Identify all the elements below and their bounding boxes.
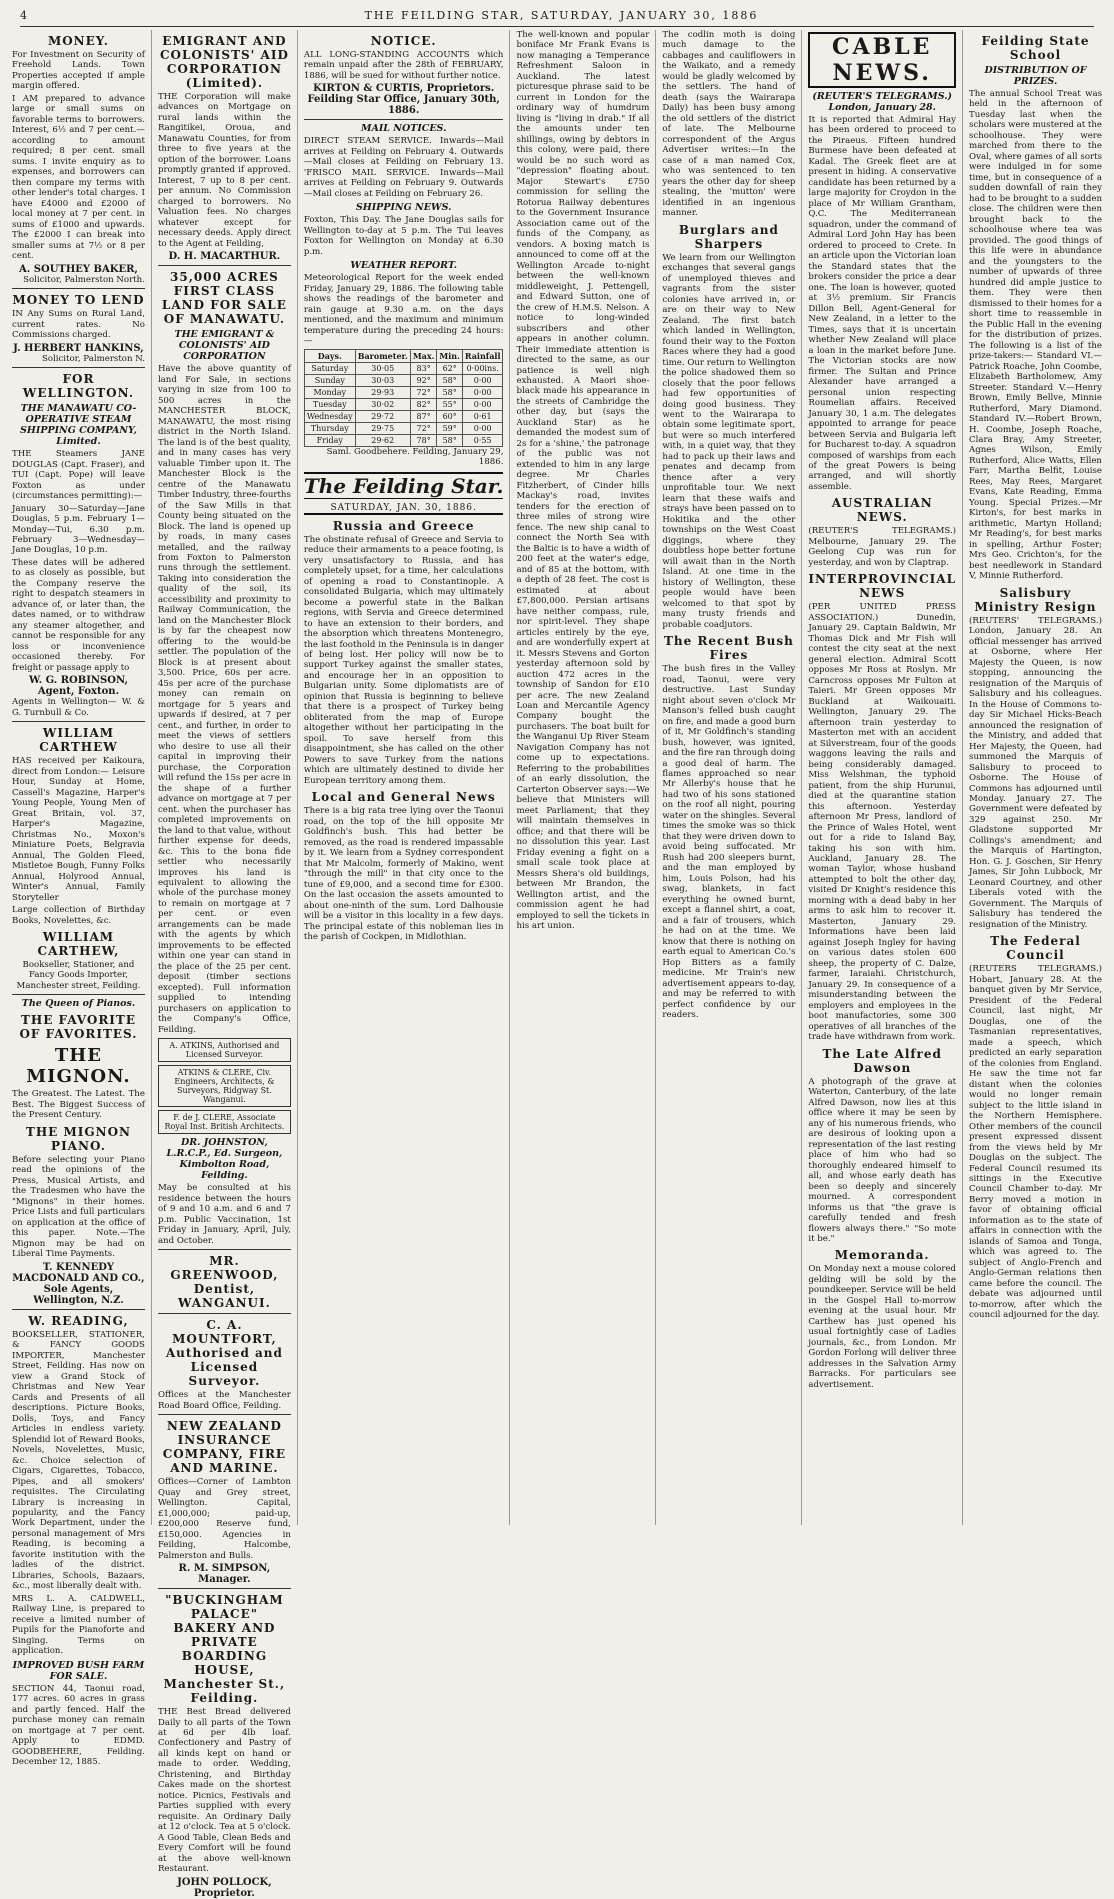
weather-cell: 29·72 (355, 410, 410, 422)
columns (6, 30, 1108, 1899)
signature: Saml. Goodbehere. Feilding, January 29, 1886. (326, 446, 504, 468)
paragraph: The obstinate refusal of Greece and Servia to reduce their armaments to a peace footing, is very unsatisfactory to Russia, and has completely upset, for a time, her calculations of opening a road to Constantinople. A consolidated Bulgaria, which may ultimately become a powerful state in the Balkan regions, with Servia and Greece determined to have an extension to their borders, and the absorption which threatens Montenegro, the last foothold in the Peninsula is in danger of being lost. Her policy will now be to support Turkey against the smaller states, and encourage her in an opposition to Bulgarian unity. Some diplomatists are of opinion that Russia is beginning to believe that there is a prospect of Turkey being obliterated from the map of Europe altogether without her participating in the spoil. To save herself from this disappointment, she has called on the other Powers to save Turkey from the nations which are ultimately destined to divide her European territory among them. (303, 534, 504, 786)
business-card: F. de J. CLERE, Associate Royal Inst. British Architects. (158, 1110, 291, 1134)
weather-cell: Thursday (304, 422, 355, 434)
paragraph: We learn from our Wellington exchanges that several gangs of unemployed thieves and vagrants from the sister colonies have arrived in, or are on their way to New Zealand. The first batch which landed in Wellington, found their way to the Foxton Races where they had a good time. Our return to Wellington the police shadowed them so closely that the poor fellows had few opportunities of doing good business. They went to the Wairarapa to obtain some legitimate sport, but were so much interfered with, in a quiet way, that they had to pack up their laws and penates and decamp from thence after a very unprofitable tour. We next learn that these waifs and strays have been passed on to Hokitika and the other townships on the West Coast diggings, where they doubtless hope better fortune will await than in the North Island. At one time in the history of Wellington, these people would have been welcomed to that spot by many trusty friends and probable coadjutors. (662, 252, 796, 630)
weather-cell: 78° (410, 434, 437, 446)
weather-header-cell: Days. (304, 349, 355, 362)
paragraph: Offices at the Manchester Road Board Office, Feilding. (157, 1390, 291, 1411)
signature: A. SOUTHEY BAKER, (19, 263, 138, 275)
paragraph: (REUTERS TELEGRAMS.) Hobart, January 28. At the banquet given by Mr Service, President of the Federal Council, last night, Mr Douglas, one of the Tasmanian representatives, made a speech, which predicted an early separation of the colonies from England. He saw the time not far distant when the colonies would no longer remain subject to the little island in the Northern Hemisphere. Other members of the council present expressed dissent from the views held by Mr Douglas on the subject. The Federal Council resumed its sittings in the Executive Council Chamber to-day. Mr Berry moved a motion in favor of obtaining official information as to the state of affairs in connection with the islands of Samoa and Tonga, which was agreed to. The subject of Anglo-French and Anglo-German relations then came before the council. The debate was adjourned until to-morrow, after which the council adjourned for the day. (969, 964, 1102, 1321)
weather-cell: Monday (304, 386, 355, 398)
subheading: IMPROVED BUSH FARM FOR SALE. (12, 1659, 145, 1682)
paragraph: The annual School Treat was held in the afternoon of Tuesday last when the scholars were mustered at the schoolhouse. They were marched from there to the Oval, where games of all sorts were indulged in for some time, but in consequence of a sudden downfall of rain they had to be brought to a sudden close. The children were then brought back to the schoolhouse where tea was provided. The good things of this life were in abundance and the youngsters to the number of upwards of three hundred did ample justice to them. They were then dismissed to their homes for a short time to reassemble in the Public Hall in the evening for the distribution of prizes. The following is a list of the prize-takers:— Standard VI.—Patrick Roache, John Coombe, Elizabeth Bartholomew, Amy Streeter. Standard V.—Henry Brown, Emily Bellve, Minnie Rutherford, Mary Diamond. Standard IV.—Robert Brown, H. Coombe, Joseph Roache, Clara Bray, Amy Streeter, Agnes Wilson, Emily Rutherford, Alice Watts, Ellen Farr, Martha Belfit, Louise Rees, May Rees, Margaret Evans, Kate Reading, Emma Young. Special Prizes.—Mr Kirton's, for best marks in arithmetic, Martyn Holland; Mr Reading's, for best marks in spelling, Arthur Foster; Mrs Geo. Crichton's, for the best needlework in Standard V, Minnie Rutherford. (969, 89, 1102, 582)
weather-cell: 0·00 (462, 398, 503, 410)
paragraph: Have the above quantity of land For Sale, in sections varying in size from 100 to 500 acres in the MANCHESTER BLOCK, MANAWATU, the most rising district in the North Island. The land is of the best quality, and in many cases has very valuable Timber upon it. The Manchester Block is the centre of the Manawatu Timber Industry, three-fourths of the Saw Mills in that County being situated on the Block. The land is opened up by roads, in many cases metalled, and the railway from Foxton to Palmerston runs through the settlement. Taking into consideration the quality of the soil, its accessibility and proximity to Railway Communication, the land on the Manchester Block is by far the cheapest now offering to the would-be settler. The population of the Block is at present about 3,500. Price, 60s per acre. 45s per acre of the purchase money can remain on mortgage for 5 years and upwards if desired, at 7 per cent., and further, in order to meet the views of settlers who desire to use all their capital in improving their purchase, the Corporation will refund the 15s per acre in the shape of a further advance on mortgage at 7 per cent. when the purchaser has completed improvements on the land to that value, without further expense for deeds, &c. This to the bona fide settler who necessarily improves his land is equivalent to allowing the whole of the purchase money to remain on mortgage at 7 per cent. or even arrangements can be made with the agents by which improvements to be effected within one year can stand in the place of the 25 per cent. deposit (timber sections excepted). Full information supplied to intending purchasers on application to the Company's Office, Feilding. (157, 364, 291, 1035)
weather-cell: 0·61 (462, 410, 503, 422)
date-bar: SATURDAY, JAN. 30, 1886. (304, 503, 504, 515)
weather-cell: 0·00 (462, 422, 503, 434)
signature-sub: Solicitor, Palmerston North. (23, 274, 145, 285)
heading: C. A. MOUNTFORT, Authorised and Licensed Surveyor. (165, 1318, 283, 1389)
weather-cell: Wednesday (304, 410, 355, 422)
weather-cell: 59° (437, 422, 463, 434)
paragraph: Large collection of Birthday Books, Novelettes, &c. (12, 905, 145, 926)
paragraph: On Monday next a mouse colored gelding will be sold by the poundkeeper. Service will be held in the Gospel Hall to-morrow evening at the usual hour. Mr Carthew has just opened his usual fortnightly case of Ladies journals, &c., from London. Mr Gordon Forlong will deliver three addresses in the Salvation Army Barracks. For particulars see advertisement. (808, 1264, 957, 1390)
paragraph: A photograph of the grave at Waterton, Canterbury, of the late Alfred Dawson, now lies at this office where it may be seen by any of his numerous friends, who are desirous of looking upon a representation of the last resting place of him who had so thoroughly endeared himself to all, and whose early death has been so deeply and sincerely mourned. A correspondent informs us that "the grave is carefully tended and fresh flowers always there." "So mote it be." (808, 1076, 957, 1244)
weather-row (304, 434, 503, 446)
weather-header-cell: Max. (410, 349, 437, 362)
heading: THE MIGNON PIANO. (25, 1124, 132, 1153)
signature: R. M. SIMPSON, Manager. (178, 1563, 271, 1586)
heading: MONEY. (47, 34, 109, 48)
weather-cell: 29·93 (355, 386, 410, 398)
subheading: WEATHER REPORT. (350, 260, 458, 272)
masthead: The Feilding Star. (303, 473, 504, 498)
paragraph: The well-known and popular boniface Mr Frank Evans is now managing a Temperance Refreshment Saloon in Auckland. The latest picturesque phrase said to be current in London for the ordinary way of humdrum living is "living in drab." If all the amounts under ten shillings, owing by debtors in this colony, were paid, there would be no such word as "depression" floating about. Major Stewart's £750 commission for selling the Rotorua Railway debentures to the Government Insurance Association came out of the funds of the Company, as vendors. A boxing match is announced to come off at the Wellington Arcade to-night between the well-known middleweight, J. Pettengell, and Edward Sutton, one of the crew of H.M.S. Nelson. A notice to long-winded subscribers and other appears in another column. Their immediate attention is directed to the same, as our patience is well nigh exhausted. A Maori shoe-black made his appearance in the streets of Cambridge the other day, but (says the Auckland Star) as he demanded the modest sum of 2s for a 'shine,' the patronage of the public was not extended to him in any large degree. Mr Charles Fitzherbert, of Cinder hills Mackay's road, invites tenders for the erection of three miles of strong wire fence. The new ship canal to connect the North Sea with the Baltic is to have a width of 200 feet at the water's edge, and of 85 at the bottom, with a depth of 28 feet. The cost is estimated at about £7,800,000. Persian artisans have neither compass, rule, nor spirit-level. They shape articles entirely by the eye, and are wonderfully expert at it. Messrs Stevens and Gorton yesterday afternoon sold by auction 472 acres in the township of Sandon for £10 per acre. The new Zealand Loan and Mercantile Agency Company bought the purchasers. The boat built for the Wanganui Up River Steam Navigation Company has not come up to expectations. Referring to the probabilities of an early dissolution, the Carterton Observer says:—We believe that Ministers will meet Parliament; that they will maintain themselves in office; and that there will be no dissolution this year. Last Friday evening a fight on a small scale took place at Messrs Shera's old buildings, between Mr Brandon, the Wellington artist, and the commission agent he had employed to sell the tickets in his art union. (516, 30, 650, 932)
weather-cell: Tuesday (304, 398, 355, 410)
weather-cell: Sunday (304, 374, 355, 386)
signature: KIRTON & CURTIS, Proprietors. Feilding Star Office, January 30th, 1886. (307, 83, 500, 117)
subheading: THE MANAWATU CO-OPERATIVE STEAM SHIPPING COMPANY, Limited. (20, 403, 137, 448)
weather-row (304, 362, 503, 374)
subheading: (REUTER'S TELEGRAMS.) London, January 28. (812, 91, 953, 113)
paragraph: THE Steamers JANE DOUGLAS (Capt. Fraser), and TUI (Capt. Pope) will leave Foxton as under (circumstances permitting):— (12, 449, 145, 502)
paragraph: There is a big rata tree lying over the Taonui road, on the top of the hill opposite Mr Goldfinch's bush. This had better be removed, as the road is rendered impassable by it. We learn from a Sydney correspondent that Mr Malcolm, formerly of Makino, went "through the mill" in that city once to the tune of £9,000, and a second time for £300. On the last occasion the assets amounted to about one-ninth of the sum. Lord Dalhousie will be a visitor in this locality in a few days. The principal estate of this nobleman lies in the parish of Cockpen, in Midlothian. (303, 806, 504, 943)
paragraph: Meteorological Report for the week ended Friday, January 29, 1886. The following table shows the readings of the barometer and rain gauge at 9.30 a.m. on the days mentioned, and the maximum and minimum temperature during the preceding 24 hours:— (303, 273, 504, 347)
paragraph: It is reported that Admiral Hay has been ordered to proceed to the Piraeus. Fifteen hundred Burmese have been defeated at Kadal. The Greek fleet are at present in hiding. A conservative candidate has been returned by a large majority for Croydon in the place of Mr William Grantham, Q.C. The Mediterranean squadron, under the command of Admiral Lord John Hay has been ordered to proceed to Crete. In an article upon the Victorian loan the Standard states that the brokers consider the price a dear one. The loan is however, quoted at 3½ premium. Sir Francis Dillon Bell, Agent-General for New Zealand, in a letter to the Times, says that it is uncertain whether New Zealand will place a loan in the market before June. The Victorian stocks are now firmer. The Sultan and Prince Alexander have arranged a personal union respecting Roumelian affairs. Received January 30, 1 a.m. The delegates appointed to arrange for peace between Servia and Bulgaria left for Bucharest to-day. A squadron composed of warships from each of the great Powers is being arranged, and will shortly assemble. (808, 115, 957, 492)
heading: NOTICE. (370, 34, 437, 48)
heading: The Recent Bush Fires (663, 634, 794, 663)
signature-sub: Solicitor, Palmerston N. (41, 353, 145, 364)
weather-row (304, 386, 503, 398)
column-6 (802, 30, 963, 1525)
paragraph: (REUTERS' TELEGRAMS.) London, January 28. An official messenger has arrived at Osborne, where Her Majesty the Queen, is now stopping, announcing the resignation of the Marquis of Salisbury and his colleagues. In the House of Commons to-day Sir Michael Hicks-Beach announced the resignation of the Ministry, and added that Her Majesty, the Queen, had summoned the Marquis of Salisbury to proceed to Osborne. The House of Commons has adjourned until Monday. January 27. The Government were defeated by 329 against 250. Mr Gladstone supported Mr Collings's amendment; and the Marquis of Hartington, Hon. G. J. Goschen, Sir Henry James, Sir John Lubbock, Mr Leonard Courtney, and other Liberals voted with the Government. The Marquis of Salisbury has tendered the resignation of the Ministry. (969, 615, 1102, 930)
heading: MR. GREENWOOD, Dentist, WANGANUI. (170, 1254, 279, 1311)
weather-row (304, 398, 503, 410)
signature: JOHN POLLOCK, Proprietor. (177, 1876, 272, 1899)
signature-sub: Agents in Wellington— W. & G. Turnbull & Co. (12, 697, 145, 718)
heading: NEW ZEALAND INSURANCE COMPANY, FIRE AND MARINE. (162, 1419, 287, 1476)
paragraph: The Greatest. The Latest. The Best. The Biggest Success of the Present Century. (12, 1089, 145, 1121)
weather-cell: 82° (410, 398, 437, 410)
weather-cell: 0·00 (462, 374, 503, 386)
signature: T. KENNEDY MACDONALD AND CO., Sole Agents, Wellington, N.Z. (12, 1261, 145, 1306)
column-5 (656, 30, 802, 1525)
heading: INTERPROVINCIAL NEWS (808, 572, 957, 601)
weather-cell: 87° (410, 410, 437, 422)
cable-news-heading: CABLE NEWS. (808, 32, 956, 88)
paragraph: January 30—Saturday—Jane Douglas, 5 p.m. February 1—Monday—Tui, 6.30 p.m. February 3—Wednesday—Jane Douglas, 10 p.m. (12, 503, 145, 556)
column-2 (152, 30, 298, 1899)
heading: AUSTRALIAN NEWS. (831, 496, 933, 525)
weather-cell: 58° (437, 374, 463, 386)
weather-row (304, 422, 503, 434)
heading: MONEY TO LEND (12, 293, 145, 308)
column-3 (298, 30, 511, 1525)
heading: Russia and Greece (332, 518, 475, 533)
heading: Salisbury Ministry Resign (974, 585, 1097, 614)
business-card: A. ATKINS, Authorised and Licensed Surveyor. (158, 1038, 291, 1062)
weather-cell: 30·05 (355, 362, 410, 374)
subheading: THE EMIGRANT & COLONISTS' AID CORPORATION (174, 329, 275, 363)
column-1 (6, 30, 152, 1768)
weather-cell: 58° (437, 434, 463, 446)
heading: WILLIAM CARTHEW, (37, 930, 120, 958)
subheading: MAIL NOTICES. (360, 123, 447, 135)
heading: Local and General News (311, 790, 496, 805)
paragraph: THE Best Bread delivered Daily to all parts of the Town at 6d per 4lb loaf. Confectionery and Pastry of all kinds kept on hand or made to order. Wedding, Christening, and Birthday Cakes made on the shortest notice. Picnics, Festivals and Parties supplied with every requisite. An Ordinary Daily at 12 o'clock. Tea at 5 o'clock. A Good Table, Clean Beds and Every Comfort will be found at the above well-known Restaurant. (157, 1707, 291, 1875)
heading: "BUCKINGHAM PALACE" BAKERY AND PRIVATE BOARDING HOUSE, Manchester St., Feilding. (163, 1593, 286, 1706)
paragraph: Bookseller, Stationer, and Fancy Goods Importer, Manchester street, Feilding. (16, 960, 141, 991)
heading: Feilding State School (981, 34, 1090, 62)
paragraph: IN Any Sums on Rural Land, current rates. No Commissions charged. (12, 309, 145, 341)
business-card: ATKINS & CLERE, Civ. Engineers, Architects, & Surveyors, Ridgway St. Wanganui. (158, 1065, 291, 1107)
weather-cell: 0·55 (462, 434, 503, 446)
weather-cell: 0·00 (462, 386, 503, 398)
subheading: SHIPPING NEWS. (355, 202, 452, 214)
weather-row (304, 410, 503, 422)
heading: FOR WELLINGTON. (22, 372, 135, 401)
paragraph: Before selecting your Piano read the opinions of the Press, Musical Artists, and the Tradesmen who have the "Mignons" in their homes. Price Lists and full particulars on application at the office of this paper. Note.—The Mignon may be had on Liberal Time Payments. (12, 1154, 145, 1260)
heading: EMIGRANT AND COLONISTS' AID CORPORATION (Limited). (159, 34, 289, 90)
column-7 (963, 30, 1108, 1525)
signature: W. G. ROBINSON, Agent, Foxton. (28, 675, 128, 698)
heading: THE MIGNON. (26, 1045, 131, 1088)
weather-cell: 72° (410, 422, 437, 434)
weather-cell: 30·03 (355, 374, 410, 386)
weather-header-cell: Rainfall (462, 349, 503, 362)
paragraph: I AM prepared to advance large or small sums on favorable terms to borrowers. Interest, 6½ and 7 per cent.—according to amount required; 8 per cent. small sums. I invite enquiry as to expenses, and borrowers can then compare my terms with other lender's total charges. I have £4000 and £2000 of local money at 7 per cent. in sums of £1000 and upwards. The £2000 I can break into smaller sums at 7½ or 8 per cent. (12, 93, 145, 262)
heading: Memoranda. (834, 1248, 930, 1263)
weather-cell: 60° (437, 410, 463, 422)
paragraph: The bush fires in the Valley road, Taonui, were very destructive. Last Sunday night about seven o'clock Mr Manson's felled bush caught on fire, and made a good burn of it, Mr Goldfinch's standing bush, however, was ignited, and the fire ran through doing a good deal of harm. The flames approached so near Mr Allerby's house that he had two of his sons stationed on the roof all night, pouring water on the shingles. Several times the smoke was so thick that they were driven down to avoid being suffocated. Mr Rush had 200 sleepers burnt, and the man employed by him, Louis Polson, had his swag, blankets, in fact everything he owned burnt, except a flannel shirt, a coat, and a fair of trousers, which he had on at the time. We know that there is nothing on earth equal to American Co.'s Hop Bitters as a family medicine. Mr Train's new advertisement appears to-day, and may be referred to with perfect confidence by our readers. (662, 664, 796, 1021)
paragraph: DIRECT STEAM SERVICE. Inwards—Mail arrives at Feilding on February 4. Outwards—Mail closes at Feilding on February 13. 'FRISCO MAIL SERVICE. Inwards—Mail arrives at Feilding on February 9. Outwards—Mail closes at Feilding on February 26. (303, 136, 504, 199)
paragraph: Offices—Corner of Lambton Quay and Grey street, Wellington. Capital, £1,000,000; paid-up, £200,000 Reserve fund, £150,000. Agencies in Feilding, Halcombe, Palmerston and Bulls. (157, 1477, 291, 1561)
weather-cell: Saturday (304, 362, 355, 374)
weather-cell: 62° (437, 362, 463, 374)
heading: THE FAVORITE OF FAVORITES. (19, 1013, 138, 1042)
paragraph: THE Corporation will make advances on Mortgage on rural lands within the Rangitikei, Oroua, and Manawatu Counties, for from three to five years at the option of the borrower. Loans promptly granted if approved. Interest, 7 up to 8 per cent. per annum. No Commission charged to borrowers. No Valuation fees. No charges whatever except for necessary deeds. Apply direct to the Agent at Feilding, (157, 92, 291, 249)
running-title: THE FEILDING STAR, SATURDAY, JANUARY 30, 1886 (364, 8, 759, 22)
paragraph: MRS L. A. CALDWELL, Railway Line, is prepared to receive a limited number of Pupils for the Pianoforte and Singing. Terms on application. (12, 1593, 145, 1657)
subheading: DISTRIBUTION OF PRIZES. (984, 65, 1087, 87)
paragraph: May be consulted at his residence between the hours of 9 and 10 a.m. and 6 and 7 p.m. Public Vaccination, 1st Friday in January, April, July, and October. (157, 1183, 291, 1246)
weather-header-cell: Min. (437, 349, 463, 362)
heading: 35,000 ACRES FIRST CLASS LAND FOR SALE OF MANAWATU. (161, 270, 287, 327)
paragraph: BOOKSELLER, STATIONER, & FANCY GOODS IMPORTER, Manchester Street, Feilding. Has now on view a Grand Stock of Christmas and New Year Cards and Presents of all descriptions. Picture Books, Dolls, Toys, and Fancy Articles in endless variety. Splendid lot of Reward Books, Novels, Novelettes, Music, &c. Choice selection of Cigars, Cigarettes, Tobacco, Pipes, and all smokers' requisites. The Circulating Library is increasing in popularity, and the Fancy Work Department, under the personal management of Mrs Reading, is becoming a favorite institution with the ladies of the district. Libraries, Schools, Bazaars, &c., most liberally dealt with. (12, 1329, 145, 1592)
weather-cell: 29·75 (355, 422, 410, 434)
weather-cell: 30·02 (355, 398, 410, 410)
running-head (20, 4, 1094, 27)
paragraph: ALL LONG-STANDING ACCOUNTS which remain unpaid after the 28th of FEBRUARY, 1886, will be sued for without further notice. (303, 50, 504, 81)
weather-cell: 0·00ins. (462, 362, 503, 374)
paragraph: For Investment on Security of Freehold Lands. Town Properties accepted if ample margin offered. (12, 50, 145, 92)
weather-header-cell: Barometer. (355, 349, 410, 362)
signature: D. H. MACARTHUR. (168, 251, 281, 263)
heading: The Late Alfred Dawson (822, 1046, 942, 1075)
paragraph: Foxton, This Day. The Jane Douglas sails for Wellington to-day at 5 p.m. The Tui leaves Foxton for Wellington on Monday at 6.30 p.m. (303, 215, 504, 257)
weather-cell: 92° (410, 374, 437, 386)
heading: The Federal Council (990, 934, 1081, 963)
page-number: 4 (20, 8, 29, 22)
heading: WILLIAM CARTHEW (39, 726, 118, 755)
column-4 (510, 30, 656, 1525)
paragraph: SECTION 44, Taonui road, 177 acres. 60 acres in grass and partly fenced. Half the purchase money can remain on mortgage at 7 per cent. Apply to EDMD. GOODBEHERE, Feilding. December 12, 1885. (12, 1683, 145, 1768)
heading: W. READING, (28, 1313, 129, 1328)
weather-cell: 29·62 (355, 434, 410, 446)
weather-row (304, 374, 503, 386)
weather-cell: 58° (437, 386, 463, 398)
weather-table (304, 349, 504, 447)
subheading: The Queen of Pianos. (21, 998, 136, 1010)
paragraph: (REUTER'S TELEGRAMS.) Melbourne, January 29. The Geelong Cup was run for yesterday, and won by Claptrap. (808, 526, 957, 568)
weather-cell: 55° (437, 398, 463, 410)
weather-cell: 72° (410, 386, 437, 398)
paragraph: The codlin moth is doing much damage to the cabbages and cauliflowers in the Waikato, and a remedy would be gladly welcomed by the settlers. The hand of death (says the Wairarapa Daily) has been busy among the old settlers of the district of late. The Melbourne correspondent of the Argus Advertiser writes:—In the case of a man named Cox, who was sentenced to ten years the other day for sheep stealing, the 'mutton' were identified in an ingenious manner. (662, 30, 796, 219)
paragraph: (PER UNITED PRESS ASSOCIATION.) Dunedin, January 29. Captain Baldwin, Mr Thomas Dick and Mr Fish will contest the city seat at the next general election. Admiral Scott opposes Mr Ross at Roslyn. Mr Carncross opposes Mr Fulton at Taieri. Mr Green opposes Mr Buckland at Waikouaiti. Wellington, January 29. The afternoon train yesterday to Masterton met with an accident at Silverstream, four of the goods waggons leaving the rails and being considerably damaged. Miss Welshman, the typhoid patient, from the ship Hurunui, died at the quarantine station this afternoon. Yesterday afternoon Mr Press, landlord of the Prince of Wales Hotel, went out for a ride to Island Bay, taking his son with him. Auckland, January 28. The woman Taylor, whose husband attempted to bolt the other day, visited Dr Knight's residence this morning with a dead baby in her arms to ask him to recover it. Masterton, January 29. Informations have been laid against Joseph Ingley for having on various dates stolen 600 sheep, the property of C. Dalze, farmer, Iaraiahi. Christchurch, January 29. In consequence of a misunderstanding between the employers and employees in the boot manufactories, some 300 operatives of all branches of the trade have withdrawn from work. (808, 602, 957, 1043)
weather-cell: Friday (304, 434, 355, 446)
subheading: DR. JOHNSTON, L.R.C.P., Ed. Surgeon, Kimbolton Road, Feilding. (166, 1137, 283, 1182)
paragraph: These dates will be adhered to as closely as possible, but the Company reserve the right to despatch steamers in advance of, or later than, the dates named, or to withdraw any steamer altogether, and cannot be responsible for any loss or inconvenience occasioned thereby. For freight or passage apply to (12, 557, 145, 673)
heading: Burglars and Sharpers (678, 222, 779, 251)
weather-cell: 83° (410, 362, 437, 374)
paragraph: HAS received per Kaikoura, direct from London:— Leisure Hour, Sunday at Home, Cassell's Magazine, Harper's Young People, Young Men of Great Britain, vol. 37, Harper's Magazine, Christmas No., Moxon's Miniature Poets, Belgravia Annual, The Golden Fleed, Mistletoe Bough, Funny Folks Annual, Holyrood Annual, Winter's Annual, Family Storyteller (12, 756, 145, 903)
signature: J. HERBERT HANKINS, (13, 342, 144, 354)
